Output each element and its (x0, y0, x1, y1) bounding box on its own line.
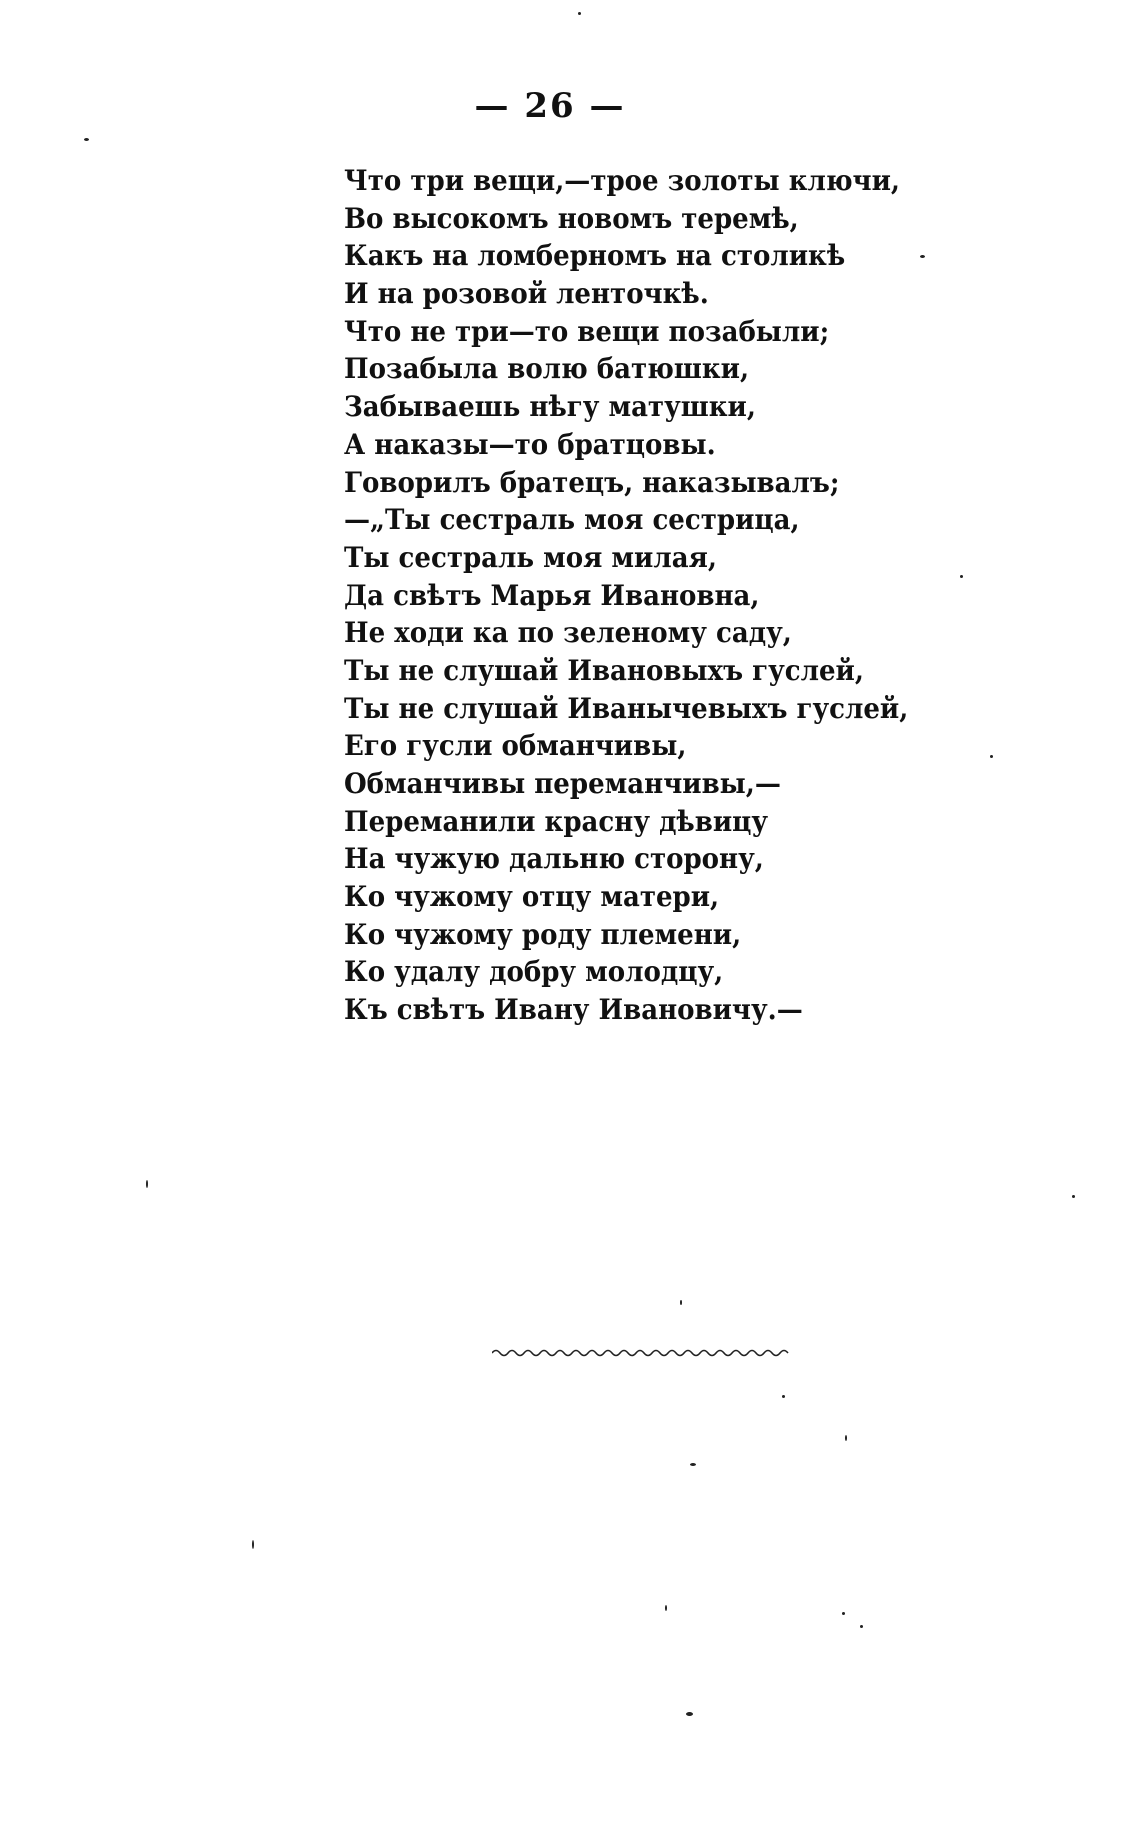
poem-line: Забываешь нѣгу матушки, (344, 390, 756, 424)
poem-line: Да свѣтъ Марья Ивановна, (344, 578, 760, 612)
poem-line: Позабыла волю батюшки, (344, 352, 750, 386)
poem-line: Какъ на ломберномъ на столикѣ (344, 239, 846, 273)
poem-line: Ты не слушай Иванычевыхъ гуслей, (344, 691, 909, 725)
scan-speck (680, 1300, 682, 1305)
wavy-divider-line (492, 1351, 788, 1356)
scan-speck (1072, 1195, 1075, 1198)
poem-text (344, 162, 909, 1029)
poem-line: Переманили красну дѣвицу (344, 804, 769, 838)
scan-speck (845, 1435, 847, 1441)
scan-speck (665, 1605, 667, 1611)
poem-line: —„Ты сестраль моя сестрица, (344, 503, 800, 537)
scan-speck (252, 1540, 254, 1549)
poem-line: Его гусли обманчивы, (344, 729, 687, 763)
poem-line: Что три вещи,—трое золоты ключи, (344, 164, 900, 197)
poem-line: Обманчивы переманчивы,— (344, 767, 781, 800)
scan-speck (842, 1612, 845, 1615)
scan-speck (782, 1395, 785, 1398)
poem-line: На чужую дальню сторону, (344, 842, 764, 876)
poem-line: Ко чужому роду племени, (344, 917, 742, 951)
scan-speck (578, 12, 581, 15)
poem-line: А наказы—то братцовы. (344, 427, 716, 461)
wavy-divider (492, 1346, 792, 1360)
scan-speck (990, 755, 993, 758)
poem-line: Ты не слушай Ивановыхъ гуслей, (344, 653, 864, 687)
poem-line: Во высокомъ новомъ теремѣ, (344, 201, 799, 235)
poem-line: Ко удалу добру молодцу, (344, 955, 724, 989)
poem-line: Не ходи ка по зеленому саду, (344, 616, 792, 650)
scan-speck (690, 1463, 696, 1466)
poem-line: Къ свѣтъ Ивану Ивановичу.— (344, 993, 803, 1027)
scan-speck (960, 575, 963, 578)
poem-line: Ты сестраль моя милая, (344, 540, 717, 574)
scan-speck (860, 1625, 863, 1628)
scan-speck (686, 1712, 693, 1716)
scan-speck (84, 138, 89, 141)
poem-line: И на розовой ленточкѣ. (344, 277, 709, 311)
poem-line: Говорилъ братецъ, наказывалъ; (344, 465, 840, 499)
scan-speck (146, 1180, 148, 1188)
poem-line: Что не три—то вещи позабыли; (344, 314, 830, 348)
poem-line: Ко чужому отцу матери, (344, 880, 720, 914)
scan-speck (920, 255, 925, 258)
page-number: — 26 — (474, 86, 626, 126)
